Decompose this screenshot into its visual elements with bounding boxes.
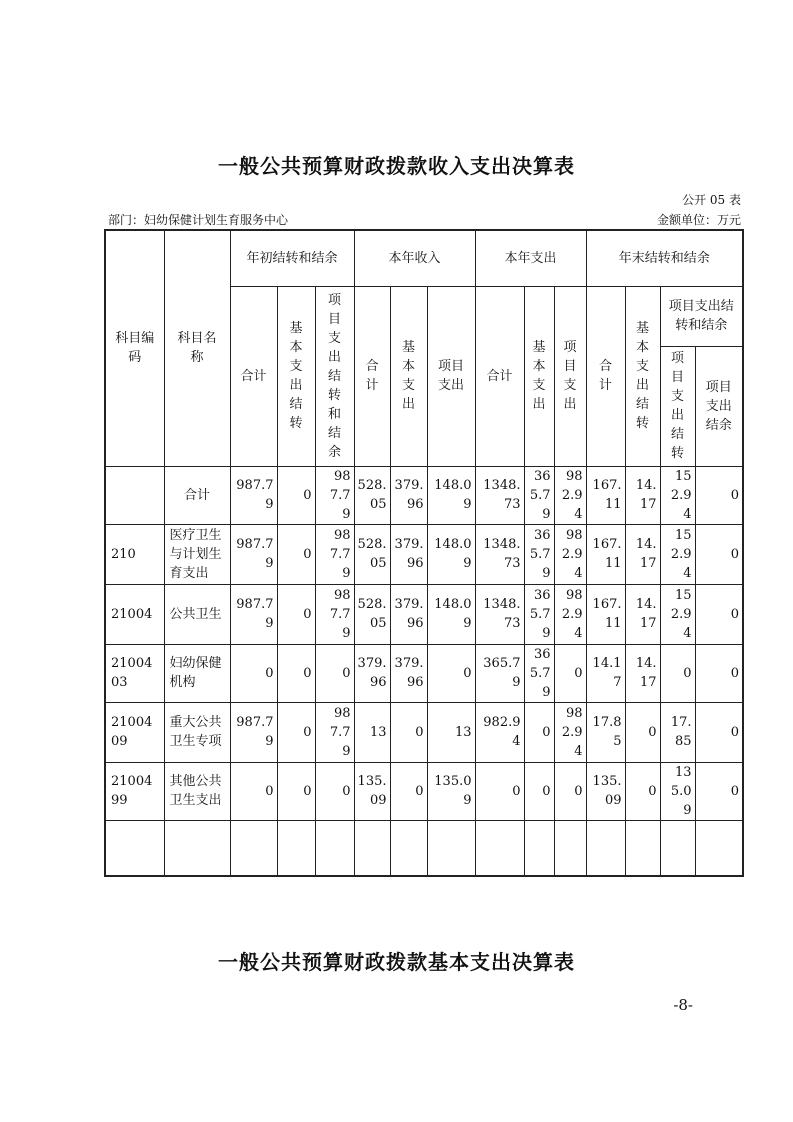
row-value: 379.96 bbox=[390, 644, 427, 702]
row-value: 0 bbox=[230, 644, 277, 702]
row-value: 987.79 bbox=[230, 524, 277, 584]
header-end-basic: 基本支出结转 bbox=[625, 286, 660, 466]
row-value: 365.79 bbox=[475, 644, 524, 702]
header-group-begin: 年初结转和结余 bbox=[230, 230, 354, 286]
row-value: 365.79 bbox=[524, 466, 554, 524]
header-begin-basic: 基本支出结转 bbox=[277, 286, 315, 466]
row-value: 365.79 bbox=[524, 644, 554, 702]
row-value: 0 bbox=[277, 524, 315, 584]
table-row bbox=[105, 524, 743, 584]
row-value: 148.09 bbox=[427, 524, 475, 584]
row-value: 152.94 bbox=[660, 466, 695, 524]
header-end-project-carry: 项目支出结转 bbox=[660, 346, 695, 466]
row-code: 2100499 bbox=[105, 762, 164, 820]
header-end-project-group: 项目支出结转和结余 bbox=[660, 286, 743, 346]
header-name: 科目名称 bbox=[164, 230, 230, 466]
row-value: 0 bbox=[427, 644, 475, 702]
row-value: 987.79 bbox=[230, 702, 277, 762]
row-value: 0 bbox=[230, 762, 277, 820]
row-value: 0 bbox=[315, 644, 354, 702]
row-value: 0 bbox=[315, 762, 354, 820]
row-code: 2100403 bbox=[105, 644, 164, 702]
section-title: 一般公共预算财政拨款基本支出决算表 bbox=[218, 950, 575, 974]
row-value: 0 bbox=[660, 644, 695, 702]
table-row bbox=[105, 584, 743, 644]
row-value: 982.94 bbox=[554, 702, 586, 762]
row-value: 14.17 bbox=[625, 466, 660, 524]
row-value: 13 bbox=[427, 702, 475, 762]
row-value: 148.09 bbox=[427, 584, 475, 644]
department-label: 部门：妇幼保健计划生育服务中心 bbox=[108, 213, 289, 227]
header-begin-total: 合计 bbox=[230, 286, 277, 466]
budget-table bbox=[104, 229, 744, 877]
header-income-total: 合计 bbox=[354, 286, 390, 466]
row-value: 14.17 bbox=[586, 644, 625, 702]
header-code: 科目编码 bbox=[105, 230, 164, 466]
row-value: 167.11 bbox=[586, 524, 625, 584]
table-row bbox=[105, 644, 743, 702]
row-value: 0 bbox=[524, 762, 554, 820]
page-number: -8- bbox=[673, 996, 693, 1014]
row-value: 528.05 bbox=[354, 524, 390, 584]
row-value: 0 bbox=[277, 466, 315, 524]
table-row bbox=[105, 702, 743, 762]
row-value: 0 bbox=[554, 762, 586, 820]
row-value: 0 bbox=[695, 762, 743, 820]
row-value: 1348.73 bbox=[475, 466, 524, 524]
row-name: 合计 bbox=[164, 466, 230, 524]
row-value: 0 bbox=[695, 702, 743, 762]
row-value: 0 bbox=[625, 762, 660, 820]
header-end-total: 合计 bbox=[586, 286, 625, 466]
row-value: 14.17 bbox=[625, 524, 660, 584]
row-value: 982.94 bbox=[554, 524, 586, 584]
header-income-project: 项目支出 bbox=[427, 286, 475, 466]
table-row bbox=[105, 762, 743, 820]
row-value: 379.96 bbox=[390, 466, 427, 524]
row-value: 13 bbox=[354, 702, 390, 762]
row-name: 医疗卫生与计划生育支出 bbox=[164, 524, 230, 584]
header-end-project-balance: 项目支出结余 bbox=[695, 346, 743, 466]
row-value: 528.05 bbox=[354, 466, 390, 524]
row-value: 14.17 bbox=[625, 584, 660, 644]
row-code: 2100409 bbox=[105, 702, 164, 762]
row-value: 528.05 bbox=[354, 584, 390, 644]
row-value: 0 bbox=[554, 644, 586, 702]
row-value: 379.96 bbox=[354, 644, 390, 702]
row-value: 0 bbox=[390, 702, 427, 762]
row-value: 167.11 bbox=[586, 584, 625, 644]
row-value: 0 bbox=[390, 762, 427, 820]
row-value: 982.94 bbox=[475, 702, 524, 762]
row-code: 210 bbox=[105, 524, 164, 584]
row-value: 379.96 bbox=[390, 584, 427, 644]
row-value: 987.79 bbox=[230, 584, 277, 644]
row-value: 0 bbox=[277, 702, 315, 762]
row-value: 0 bbox=[695, 466, 743, 524]
row-value: 987.79 bbox=[315, 524, 354, 584]
row-value: 987.79 bbox=[315, 702, 354, 762]
unit-label: 金额单位：万元 bbox=[656, 213, 741, 227]
row-value: 167.11 bbox=[586, 466, 625, 524]
row-value: 0 bbox=[277, 584, 315, 644]
row-value: 379.96 bbox=[390, 524, 427, 584]
row-value: 982.94 bbox=[554, 584, 586, 644]
row-value: 987.79 bbox=[230, 466, 277, 524]
row-value: 0 bbox=[475, 762, 524, 820]
row-value: 0 bbox=[277, 762, 315, 820]
row-value: 14.17 bbox=[625, 644, 660, 702]
row-value: 0 bbox=[695, 524, 743, 584]
row-value: 0 bbox=[524, 702, 554, 762]
row-value: 365.79 bbox=[524, 524, 554, 584]
row-value: 0 bbox=[625, 702, 660, 762]
header-group-end: 年末结转和结余 bbox=[586, 230, 743, 286]
row-value: 135.09 bbox=[354, 762, 390, 820]
header-group-expense: 本年支出 bbox=[475, 230, 586, 286]
row-value: 1348.73 bbox=[475, 524, 524, 584]
row-value: 987.79 bbox=[315, 466, 354, 524]
row-value: 1348.73 bbox=[475, 584, 524, 644]
header-begin-project: 项目支出结转和结余 bbox=[315, 286, 354, 466]
row-value: 17.85 bbox=[586, 702, 625, 762]
row-value: 0 bbox=[277, 644, 315, 702]
row-name: 公共卫生 bbox=[164, 584, 230, 644]
row-code bbox=[105, 466, 164, 524]
header-income-basic: 基本支出 bbox=[390, 286, 427, 466]
row-name: 妇幼保健机构 bbox=[164, 644, 230, 702]
row-value: 982.94 bbox=[554, 466, 586, 524]
row-value: 0 bbox=[695, 644, 743, 702]
header-expense-project: 项目支出 bbox=[554, 286, 586, 466]
row-value: 0 bbox=[695, 584, 743, 644]
row-value: 17.85 bbox=[660, 702, 695, 762]
row-value: 987.79 bbox=[315, 584, 354, 644]
page-title: 一般公共预算财政拨款收入支出决算表 bbox=[218, 154, 575, 178]
row-name: 重大公共卫生专项 bbox=[164, 702, 230, 762]
row-code: 21004 bbox=[105, 584, 164, 644]
header-expense-total: 合计 bbox=[475, 286, 524, 466]
row-value: 135.09 bbox=[427, 762, 475, 820]
header-expense-basic: 基本支出 bbox=[524, 286, 554, 466]
row-value: 135.09 bbox=[586, 762, 625, 820]
row-value: 152.94 bbox=[660, 524, 695, 584]
table-row bbox=[105, 466, 743, 524]
table-row-empty bbox=[105, 820, 743, 876]
form-code: 公开 05 表 bbox=[682, 193, 741, 207]
header-group-income: 本年收入 bbox=[354, 230, 475, 286]
row-value: 148.09 bbox=[427, 466, 475, 524]
row-value: 152.94 bbox=[660, 584, 695, 644]
row-value: 365.79 bbox=[524, 584, 554, 644]
row-name: 其他公共卫生支出 bbox=[164, 762, 230, 820]
row-value: 135.09 bbox=[660, 762, 695, 820]
